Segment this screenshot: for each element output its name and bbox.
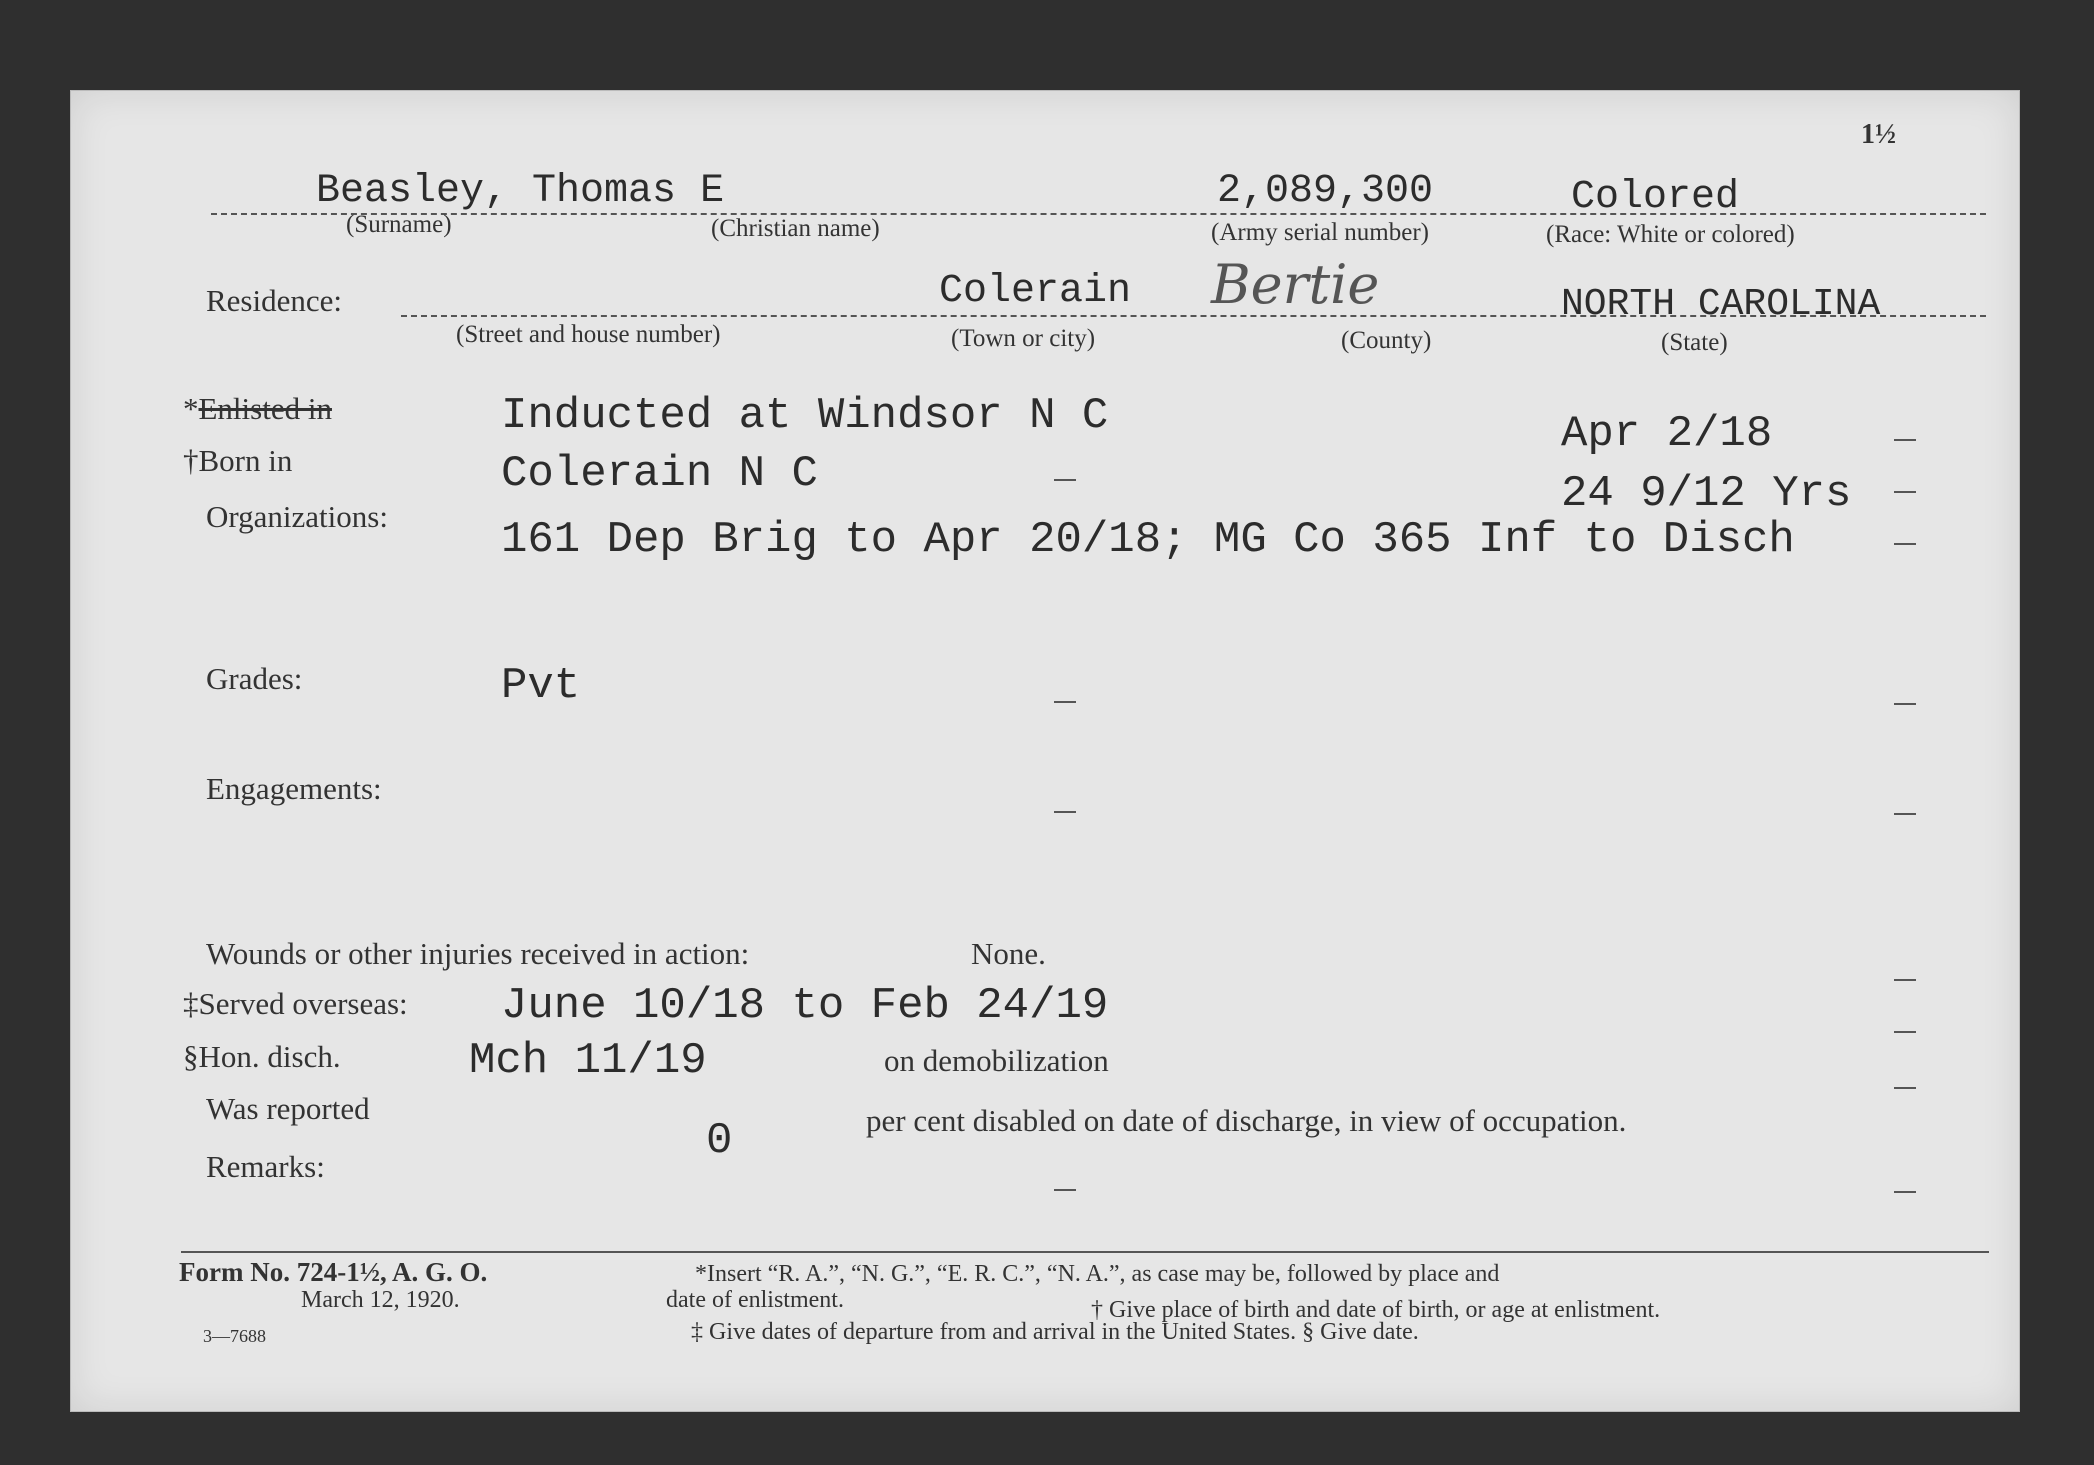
- residence-underline: [401, 315, 1986, 317]
- reported-value: 0: [706, 1116, 733, 1166]
- footnote-overseas: ‡ Give dates of departure from and arrival in the United States. § Give date.: [691, 1319, 1419, 1345]
- service-record-card: [70, 90, 2020, 1412]
- dash-mark: [1054, 479, 1076, 481]
- dash-mark: [1054, 811, 1076, 813]
- footnote-enlistment: date of enlistment.: [666, 1287, 844, 1313]
- grades-label: Grades:: [206, 661, 303, 696]
- caption-street: (Street and house number): [456, 321, 721, 348]
- serial-number-value: 2,089,300: [1217, 169, 1434, 214]
- enlisted-label: [183, 391, 332, 427]
- discharge-label: §Hon. disch.: [183, 1039, 341, 1074]
- overseas-label: ‡Served overseas:: [183, 986, 408, 1021]
- wounds-value: None.: [971, 936, 1046, 971]
- print-code: 3—7688: [203, 1326, 266, 1346]
- caption-county: (County): [1341, 327, 1432, 354]
- footnote-birth: † Give place of birth and date of birth, or age at enlistment.: [1091, 1297, 1661, 1323]
- caption-army-serial: (Army serial number): [1211, 219, 1429, 246]
- caption-state: (State): [1661, 329, 1728, 356]
- enlisted-date: Apr 2/18: [1561, 409, 1773, 459]
- dash-mark: [1894, 1087, 1916, 1089]
- discharge-date: Mch 11/19: [469, 1036, 707, 1086]
- residence-label: Residence:: [206, 283, 343, 318]
- dash-mark: [1054, 701, 1076, 703]
- reported-label: Was reported: [206, 1091, 370, 1126]
- dash-mark: [1054, 1189, 1076, 1191]
- footer-rule: [181, 1251, 1989, 1253]
- enlisted-value: Inducted at Windsor N C: [501, 391, 1109, 441]
- name-underline: [211, 213, 1986, 215]
- overseas-value: June 10/18 to Feb 24/19: [501, 981, 1109, 1031]
- born-age: 24 9/12 Yrs: [1561, 469, 1852, 519]
- dash-mark: [1894, 979, 1916, 981]
- born-label: †Born in: [183, 443, 293, 478]
- organizations-value: 161 Dep Brig to Apr 20/18; MG Co 365 Inf to Disch: [501, 515, 1795, 565]
- organizations-label: Organizations:: [206, 499, 388, 534]
- enlisted-asterisk: *: [183, 391, 199, 426]
- race-value: Colored: [1571, 175, 1740, 220]
- corner-mark: 1½: [1861, 119, 1896, 150]
- wounds-label: Wounds or other injuries received in action:: [206, 936, 750, 971]
- dash-mark: [1894, 543, 1916, 545]
- grades-value: Pvt: [501, 661, 581, 711]
- dash-mark: [1894, 703, 1916, 705]
- residence-county-handwritten: Bertie: [1211, 253, 1380, 316]
- enlisted-label-text: Enlisted in: [198, 391, 332, 426]
- dash-mark: [1894, 1191, 1916, 1193]
- discharge-note: on demobilization: [884, 1043, 1109, 1078]
- residence-state: NORTH CAROLINA: [1561, 283, 1881, 326]
- form-number: Form No. 724-1½, A. G. O.: [179, 1257, 488, 1287]
- name-value: Beasley, Thomas E: [316, 169, 725, 214]
- dash-mark: [1894, 491, 1916, 493]
- reported-text: per cent disabled on date of discharge, in view of occupation.: [866, 1103, 1627, 1138]
- dash-mark: [1894, 1031, 1916, 1033]
- born-value: Colerain N C: [501, 449, 818, 499]
- dash-mark: [1894, 439, 1916, 441]
- footnote-insert: *Insert “R. A.”, “N. G.”, “E. R. C.”, “N. A.”, as case may be, followed by place and: [695, 1261, 1500, 1287]
- caption-surname: (Surname): [346, 211, 452, 238]
- form-date: March 12, 1920.: [301, 1287, 460, 1313]
- caption-race: (Race: White or colored): [1546, 221, 1795, 248]
- engagements-label: Engagements:: [206, 771, 382, 806]
- remarks-label: Remarks:: [206, 1149, 325, 1184]
- residence-town: Colerain: [939, 269, 1132, 314]
- dash-mark: [1894, 813, 1916, 815]
- caption-town: (Town or city): [951, 325, 1096, 352]
- caption-christian-name: (Christian name): [711, 215, 880, 242]
